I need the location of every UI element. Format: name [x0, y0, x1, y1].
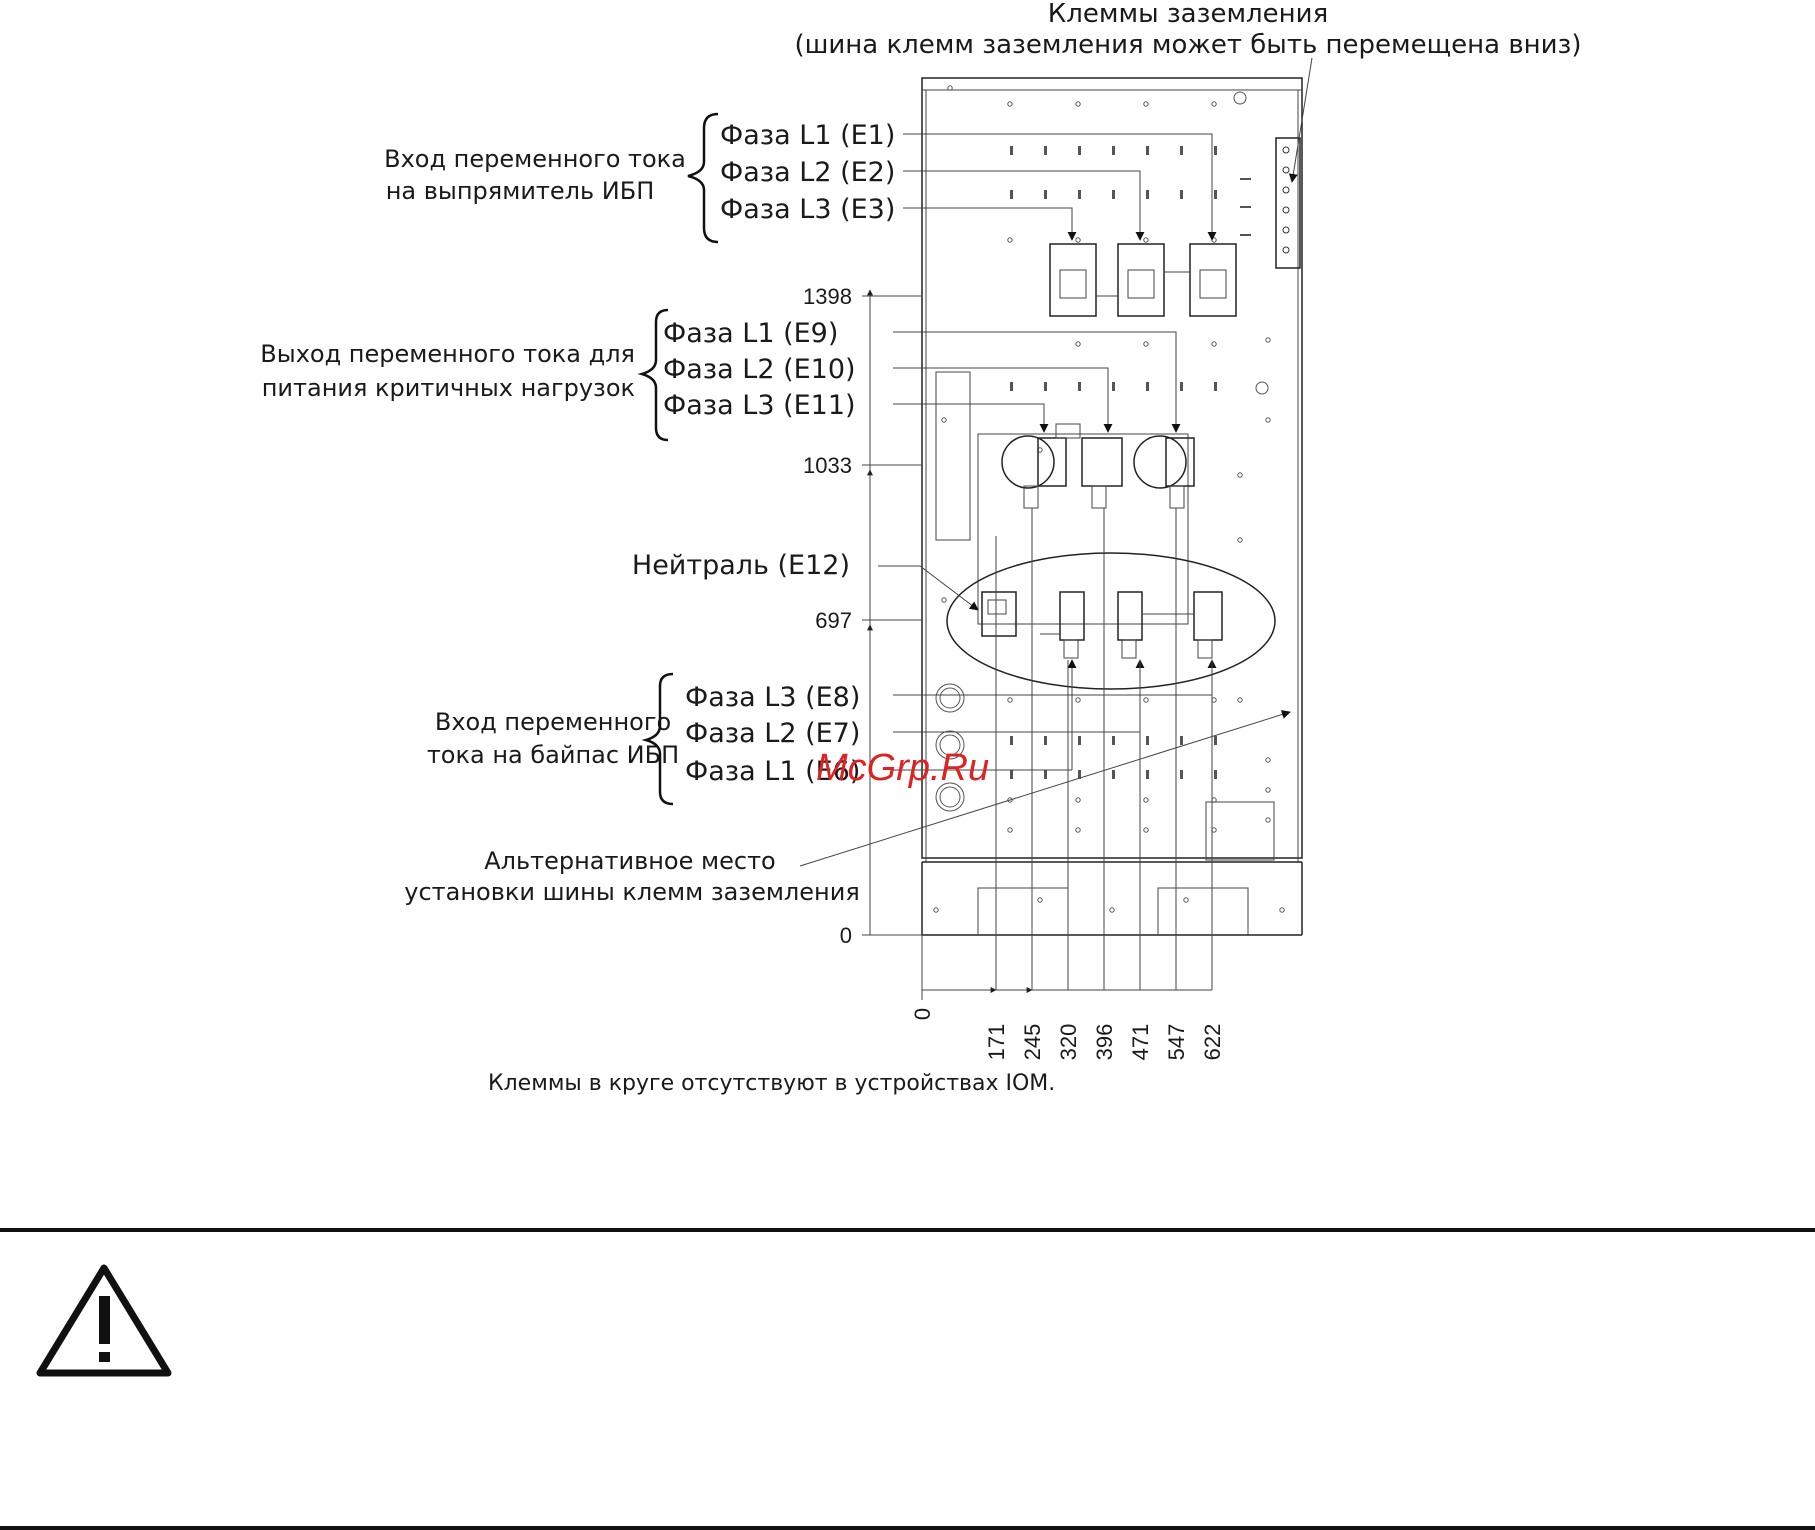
panel-slot [1010, 736, 1013, 745]
dim-h-171: 171 [984, 1023, 1009, 1061]
panel-hole [1076, 798, 1080, 802]
dim-h-245: 245 [1020, 1023, 1045, 1061]
panel-slot [1112, 146, 1115, 155]
panel-hole [1212, 342, 1216, 346]
alt-ground-label-2: установки шины клемм заземления [404, 878, 860, 906]
phase-l2-e7: Фаза L2 (E7) [685, 718, 861, 749]
panel-hole [1144, 102, 1148, 106]
panel-hole [1212, 102, 1216, 106]
output-terminals [1002, 424, 1194, 508]
panel-hole [1144, 238, 1148, 242]
phase-l2-e2: Фаза L2 (E2) [720, 157, 896, 188]
output-group [260, 310, 855, 440]
dim-h-622: 622 [1200, 1023, 1225, 1061]
panel-slot [1044, 736, 1047, 745]
dim-v-1398: 1398 [803, 284, 852, 309]
panel-slot [1010, 382, 1013, 391]
bypass-input-group [427, 674, 861, 804]
bypass-brace [646, 674, 673, 804]
neutral-e12-label: Нейтраль (E12) [631, 550, 850, 581]
panel-hole [1144, 828, 1148, 832]
output-label-1: Выход переменного тока для [260, 340, 635, 368]
alt-ground-label-1: Альтернативное место [484, 847, 776, 875]
panel-hole [1283, 247, 1289, 253]
panel-hole [1266, 418, 1270, 422]
panel-hole [1076, 698, 1080, 702]
panel-slot [1214, 146, 1217, 155]
panel-slot [1010, 146, 1013, 155]
output-label-2: питания критичных нагрузок [261, 374, 635, 402]
panel-slot [1244, 206, 1251, 208]
dim-h-471: 471 [1128, 1023, 1153, 1061]
panel-slot [1180, 190, 1183, 199]
watermark: McGrp.Ru [816, 747, 990, 789]
panel-slot [1078, 146, 1081, 155]
panel-slot [1112, 770, 1115, 779]
panel-hole [1266, 338, 1270, 342]
panel-slot [1078, 736, 1081, 745]
panel-slot [1180, 770, 1183, 779]
panel-hole [1144, 698, 1148, 702]
dim-h-547: 547 [1164, 1023, 1189, 1061]
warning-triangle-icon [40, 1268, 168, 1373]
panel-slot [1146, 382, 1149, 391]
panel-slot [1078, 382, 1081, 391]
panel-hole [1076, 342, 1080, 346]
panel-hole [1266, 758, 1270, 762]
panel-hole [942, 598, 946, 602]
bypass-label-1: Вход переменного [434, 708, 672, 736]
panel-hole [1038, 898, 1042, 902]
rectifier-input-label-1: Вход переменного тока [384, 145, 686, 173]
panel-hole [1238, 698, 1242, 702]
panel-hole [1238, 473, 1242, 477]
panel-hole [1283, 147, 1289, 153]
panel-hole [1184, 898, 1188, 902]
phase-l2-e10: Фаза L2 (E10) [663, 354, 856, 385]
rectifier-input-label-2: на выпрямитель ИБП [385, 177, 655, 205]
panel-slot [1146, 190, 1149, 199]
panel-hole [934, 908, 938, 912]
panel-slot [1044, 146, 1047, 155]
panel-slot [1112, 736, 1115, 745]
rectifier-terminals [1050, 244, 1236, 316]
phase-l3-e8: Фаза L3 (E8) [685, 682, 861, 713]
panel-hole [1283, 187, 1289, 193]
panel-hole [1266, 818, 1270, 822]
panel-hole [1076, 238, 1080, 242]
panel-hole [1238, 538, 1242, 542]
panel-hole [1283, 167, 1289, 173]
panel-slot [1078, 190, 1081, 199]
panel-hole [1144, 798, 1148, 802]
panel-hole [1008, 828, 1012, 832]
panel-hole [1008, 102, 1012, 106]
panel-hole [1008, 698, 1012, 702]
panel-slot [1214, 736, 1217, 745]
panel-hole [942, 418, 946, 422]
panel-slot [1244, 178, 1251, 180]
panel-hole [1144, 342, 1148, 346]
ground-terminals-title: Клеммы заземления [1047, 0, 1329, 29]
panel-hole [1110, 908, 1114, 912]
panel-slot [1044, 190, 1047, 199]
panel-slot [1214, 190, 1217, 199]
rectifier-brace [688, 114, 718, 242]
rectifier-input-group [384, 114, 895, 242]
dim-h-0: 0 [910, 1007, 935, 1021]
panel-hole [1008, 238, 1012, 242]
panel-slot [1112, 190, 1115, 199]
dim-v-1033: 1033 [803, 453, 852, 478]
panel-slot [1146, 770, 1149, 779]
dim-v-0: 0 [839, 923, 852, 948]
bypass-label-2: тока на байпас ИБП [426, 741, 680, 769]
phase-l3-e11: Фаза L3 (E11) [663, 390, 856, 421]
panel-slot [1214, 770, 1217, 779]
panel-hole [1266, 788, 1270, 792]
ground-terminals-subtitle: (шина клемм заземления может быть перемещена вниз) [794, 30, 1582, 60]
footnote: Клеммы в круге отсутствуют в устройствах IOM. [488, 1071, 1056, 1096]
panel-slot [1146, 736, 1149, 745]
phase-l1-e6: Фаза L1 (E6) [685, 756, 861, 787]
panel-slot [1180, 382, 1183, 391]
panel-slot [1214, 382, 1217, 391]
dim-h-396: 396 [1092, 1023, 1117, 1061]
panel-hole [1283, 227, 1289, 233]
panel-hole [1076, 102, 1080, 106]
panel-slot [1180, 736, 1183, 745]
phase-l1-e1: Фаза L1 (E1) [720, 120, 896, 151]
panel-slot [1146, 146, 1149, 155]
dim-v-697: 697 [815, 608, 852, 633]
panel-slot [1010, 770, 1013, 779]
panel-slot [1010, 190, 1013, 199]
panel-slot [1044, 382, 1047, 391]
panel-slot [1044, 770, 1047, 779]
panel-hole [1280, 908, 1284, 912]
panel-slot [1112, 382, 1115, 391]
panel-slot [1244, 234, 1251, 236]
dim-h-320: 320 [1056, 1023, 1081, 1061]
phase-l1-e9: Фаза L1 (E9) [663, 318, 839, 349]
panel-hole [1283, 207, 1289, 213]
panel-slot [1180, 146, 1183, 155]
panel-hole [1076, 828, 1080, 832]
phase-l3-e3: Фаза L3 (E3) [720, 194, 896, 225]
